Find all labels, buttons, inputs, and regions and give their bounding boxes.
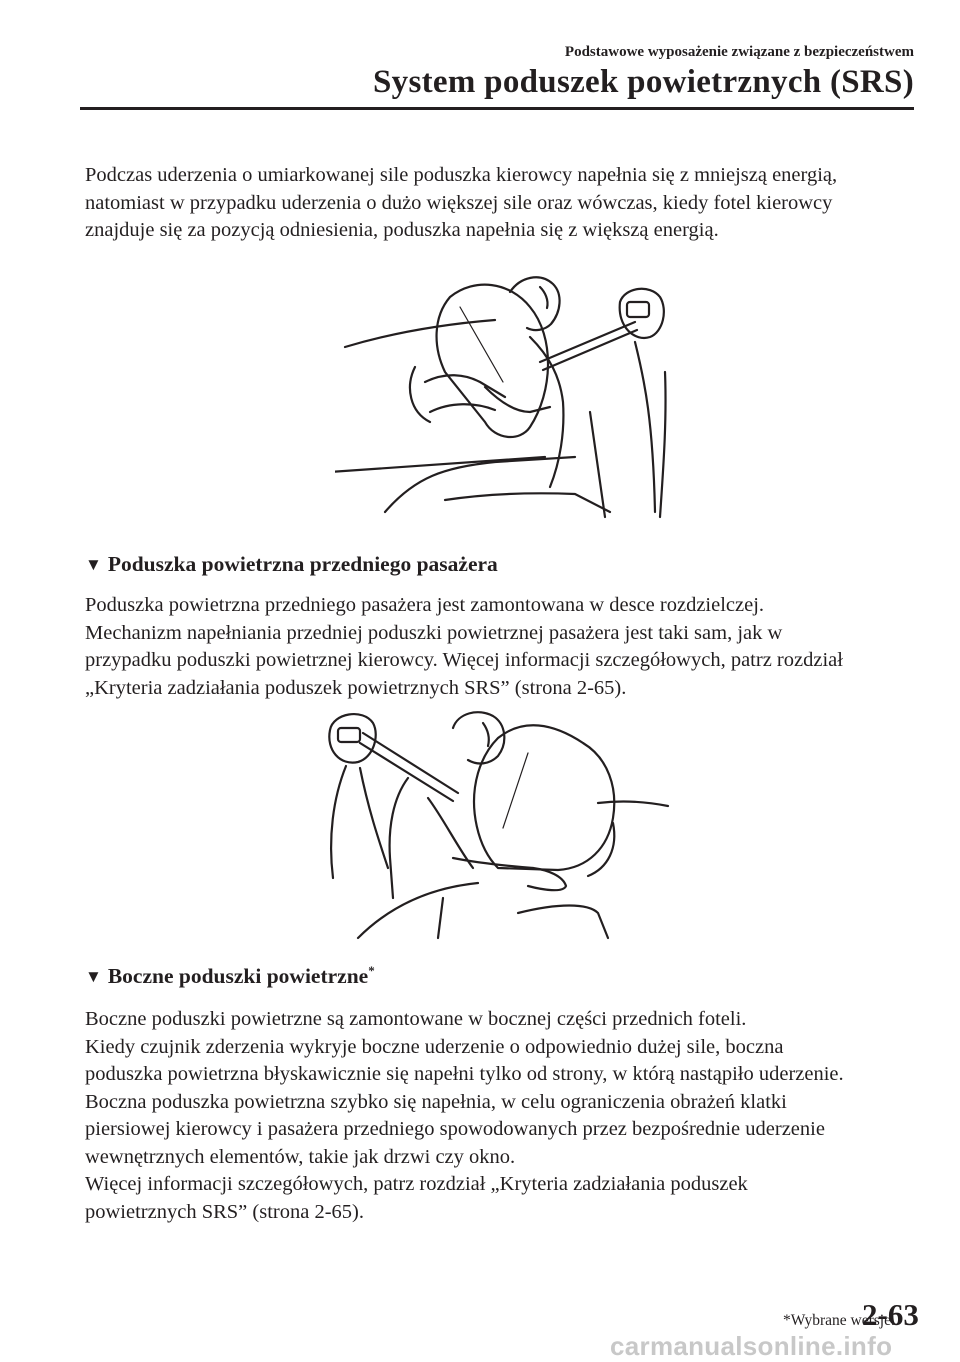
- text-line: Kiedy czujnik zderzenia wykryje boczne uderzenie o odpowiednio dużej sile, boczna: [85, 1035, 784, 1058]
- text-line: Boczne poduszki powietrzne są zamontowane w bocznej części przednich foteli.: [85, 1008, 747, 1030]
- text-line: Podczas uderzenia o umiarkowanej sile poduszka kierowcy napełnia się z mniejszą energią,: [85, 164, 838, 186]
- side-airbag-heading: [85, 963, 375, 989]
- text-line: Poduszka powietrzna przedniego pasażera jest zamontowana w desce rozdzielczej.: [85, 594, 765, 616]
- heading-text: Boczne poduszki powietrzne: [107, 964, 369, 989]
- passenger-airbag-heading: [85, 552, 498, 577]
- text-line: wewnętrznych elementów, takie jak drzwi czy okno.: [85, 1145, 516, 1168]
- text-line: znajduje się za pozycją odniesienia, poduszka napełnia się z większą energią.: [85, 219, 719, 241]
- footnote: *Wybrane wersje.: [783, 1312, 895, 1329]
- passenger-airbag-illustration-icon: [318, 698, 678, 948]
- driver-airbag-illustration-icon: [335, 262, 675, 522]
- page-title: System poduszek powietrznych (SRS): [373, 64, 914, 100]
- header-rule: [80, 107, 914, 110]
- text-line: powietrznych SRS” (strona 2-65).: [85, 1200, 364, 1223]
- text-line: piersiowej kierowcy i pasażera przedniego spowodowanych przez bezpośrednie uderzenie: [85, 1118, 825, 1140]
- text-line: natomiast w przypadku uderzenia o dużo większej sile oraz wówczas, kiedy fotel kierowcy: [85, 191, 833, 214]
- page-number: 2-63: [862, 1297, 919, 1332]
- text-line: poduszka powietrzna błyskawicznie się napełni tylko od strony, w którą nastąpiło uderzenie.: [85, 1063, 844, 1085]
- text-line: przypadku poduszki powietrznej kierowcy. Więcej informacji szczegółowych, patrz rozdział: [85, 649, 843, 671]
- heading-text: Poduszka powietrzna przedniego pasażera: [107, 552, 498, 576]
- text-line: „Kryteria zadziałania poduszek powietrznych SRS” (strona 2-65).: [85, 676, 627, 699]
- text-line: Więcej informacji szczegółowych, patrz rozdział „Kryteria zadziałania poduszek: [85, 1173, 748, 1195]
- section-marker-icon: ▼: [85, 555, 102, 574]
- driver-airbag-figure: [335, 262, 675, 522]
- running-header-section: Podstawowe wyposażenie związane z bezpieczeństwem: [564, 44, 914, 60]
- side-airbag-paragraph: [85, 1006, 920, 1226]
- passenger-airbag-paragraph: [85, 592, 920, 702]
- section-marker-icon: ▼: [85, 967, 102, 987]
- text-line: Boczna poduszka powietrzna szybko się napełnia, w celu ograniczenia obrażeń klatki: [85, 1090, 787, 1113]
- watermark: carmanualsonline.info: [610, 1331, 893, 1361]
- text-line: Mechanizm napełniania przedniej poduszki powietrznej pasażera jest taki sam, jak w: [85, 621, 783, 644]
- intro-paragraph: [85, 162, 920, 245]
- passenger-airbag-figure: [318, 698, 678, 948]
- optional-equipment-asterisk: *: [368, 963, 375, 978]
